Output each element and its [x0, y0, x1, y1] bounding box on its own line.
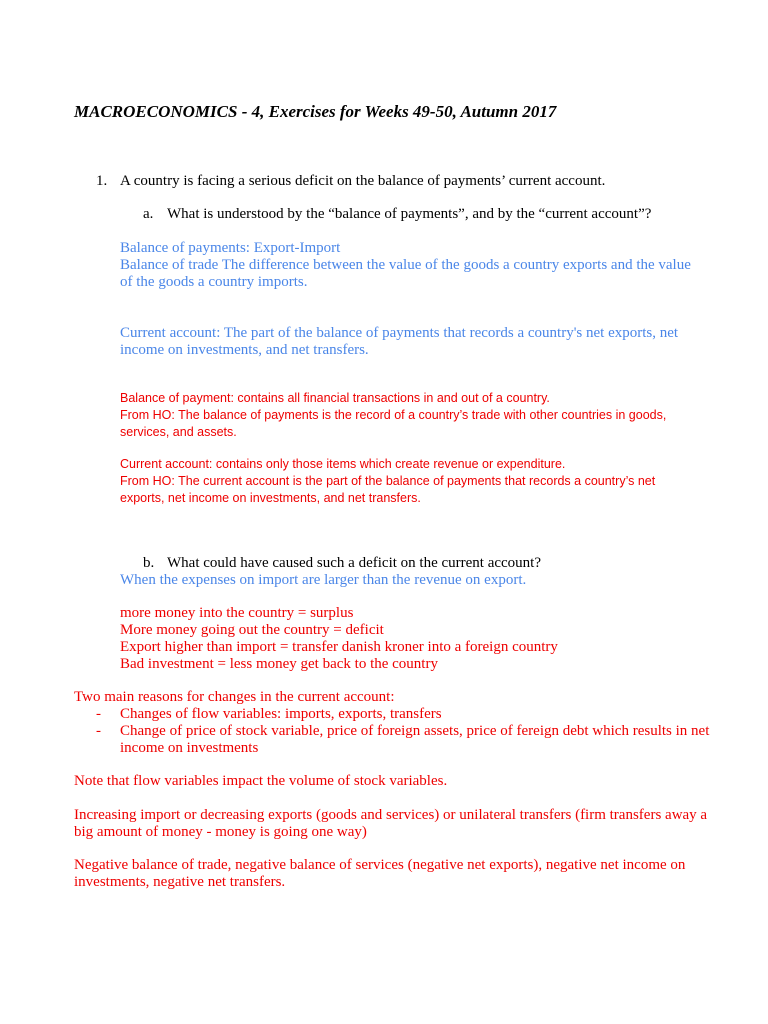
answer-a-red-block-1: [120, 390, 700, 441]
negative-balance-paragraph: Negative balance of trade, negative balance of services (negative net exports), negative net income on investments, negative net transfers.: [74, 857, 686, 890]
two-reasons-section: [74, 689, 724, 757]
question-1-text: A country is facing a serious deficit on the balance of payments’ current account.: [120, 173, 606, 189]
list-item: Bad investment = less money get back to the country: [120, 656, 438, 672]
flow-variables-note: Note that flow variables impact the volume of stock variables.: [74, 773, 448, 789]
sub-question-b-letter: b.: [143, 555, 155, 571]
increasing-import-paragraph: Increasing import or decreasing exports (goods and services) or unilateral transfers (firm transfers away a big amount of money - money is going one way): [74, 807, 708, 840]
balance-of-payment-note: Balance of payment: contains all financial transactions in and out of a country.: [120, 391, 550, 405]
sub-question-b: [143, 555, 541, 572]
bullet-item: [74, 723, 724, 757]
list-item: more money into the country = surplus: [120, 605, 354, 621]
current-account-ho-note: From HO: The current account is the part of the balance of payments that records a country’s net exports, net income on investments, and net transfers.: [120, 474, 656, 505]
bullet-dash: -: [96, 723, 101, 739]
sub-question-a-text: What is understood by the “balance of payments”, and by the “current account”?: [167, 206, 652, 222]
sub-question-a-letter: a.: [143, 206, 154, 222]
balance-of-payments-definition: Balance of payments: Export-Import: [120, 240, 341, 256]
answer-a-blue-block-1: [120, 240, 700, 291]
current-account-note: Current account: contains only those items which create revenue or expenditure.: [120, 457, 566, 471]
sub-question-b-text: What could have caused such a deficit on the current account?: [167, 555, 541, 571]
two-reasons-heading: Two main reasons for changes in the current account:: [74, 689, 395, 705]
balance-of-payment-ho-note: From HO: The balance of payments is the record of a country’s trade with other countries in goods, services, and assets.: [120, 408, 667, 439]
answer-a-red-block-2: [120, 456, 700, 507]
bullet-text: Changes of flow variables: imports, exports, transfers: [120, 706, 442, 722]
bullet-dash: -: [96, 706, 101, 722]
list-item: More money going out the country = deficit: [120, 622, 384, 638]
list-item: Export higher than import = transfer danish kroner into a foreign country: [120, 639, 558, 655]
bullet-item: [74, 706, 724, 723]
answer-b-red-list: [120, 605, 700, 673]
document-title: MACROECONOMICS - 4, Exercises for Weeks 49-50, Autumn 2017: [74, 102, 557, 121]
answer-b-blue: When the expenses on import are larger than the revenue on export.: [120, 572, 527, 588]
question-1: [96, 173, 605, 190]
current-account-definition: Current account: The part of the balance of payments that records a country's net exports, net income on investments, and net transfers.: [120, 325, 679, 358]
balance-of-trade-definition: Balance of trade The difference between the value of the goods a country exports and the value of the goods a country imports.: [120, 257, 691, 290]
question-1-number: 1.: [96, 173, 108, 189]
sub-question-a: [143, 206, 651, 223]
bullet-text: Change of price of stock variable, price of foreign assets, price of fereign debt which results in net income on investments: [120, 723, 710, 756]
